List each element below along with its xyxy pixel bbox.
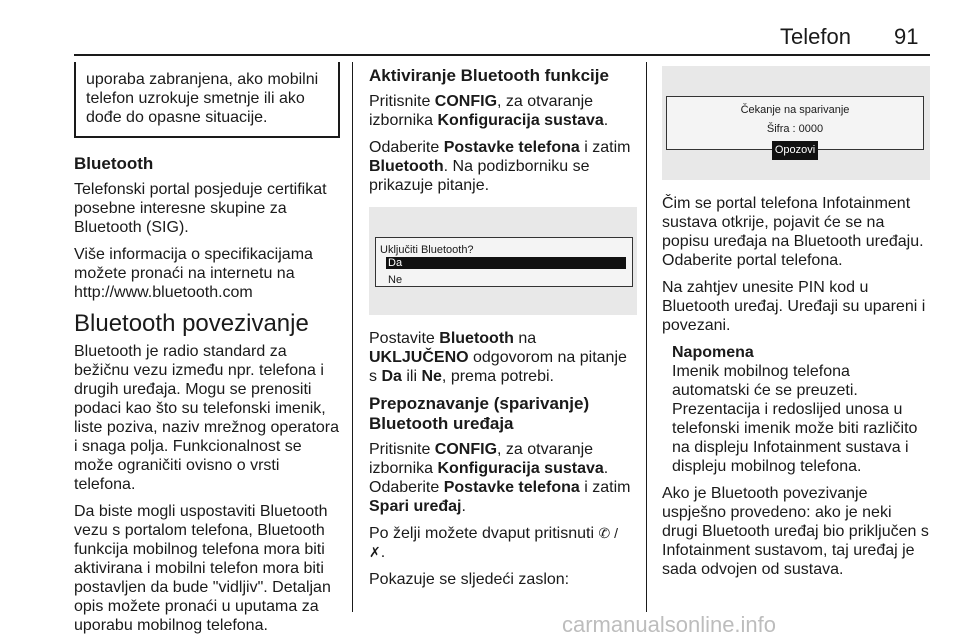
middle-column <box>369 66 637 597</box>
display-option-yes: Da <box>386 257 626 269</box>
note-title: Napomena <box>672 344 754 361</box>
column-divider <box>646 62 647 612</box>
note-text: Imenik mobilnog telefona automatski će se preuzeti. Prezentacija i redoslijed unosa u telefonski imenik može biti različito na displeju Infotainment sustava i displeju mobilnog telefona. <box>672 363 918 475</box>
paragraph: Više informacija o specifikacijama možete pronaći na internetu na http://www.bluetooth.com <box>74 246 313 301</box>
display-panel <box>666 96 924 156</box>
paragraph: Čim se portal telefona Infotainment sustava otkrije, pojavit će se na popisu uređaja na Bluetooth uređaju. Odaberite portal telefona. <box>662 195 924 269</box>
section-heading-bluetooth-povezivanje: Bluetooth povezivanje <box>74 310 309 337</box>
column-divider <box>352 62 353 612</box>
paragraph: Pokazuje se sljedeći zaslon: <box>369 571 570 588</box>
display-screenshot-pairing <box>662 66 930 180</box>
display-screenshot-bluetooth <box>369 207 637 315</box>
paragraph: Pritisnite CONFIG, za otvaranje izbornika Konfiguracija sustava. <box>369 93 609 129</box>
paragraph: Postavite Bluetooth na UKLJUČENO odgovorom na pitanje s Da ili Ne, prema potrebi. <box>369 330 627 385</box>
paragraph: Na zahtjev unesite PIN kod u Bluetooth uređaj. Uređaji su upareni i povezani. <box>662 279 926 334</box>
left-column <box>74 62 340 643</box>
page-header <box>74 18 930 56</box>
watermark: carmanualsonline.info <box>562 612 777 637</box>
display-option-no: Ne <box>388 274 403 286</box>
note-box <box>662 343 930 476</box>
paragraph: Pritisnite CONFIG, za otvaranje izbornika Konfiguracija sustava. Odaberite Postavke telefona i zatim Spari uređaj. <box>369 441 631 515</box>
warning-text: uporaba zabranjena, ako mobilni telefon uzrokuje smetnje ili ako dođe do opasne situacije. <box>86 71 319 126</box>
paragraph: Ako je Bluetooth povezivanje uspješno provedeno: ako je neki drugi Bluetooth uređaj bio priključen s Infotainment sustavom, taj uređaj je sada odvojen od sustava. <box>662 485 929 578</box>
paragraph: Odaberite Postavke telefona i zatim Bluetooth. Na podizborniku se prikazuje pitanje. <box>369 139 631 194</box>
section-heading-sparivanje: Prepoznavanje (sparivanje) Bluetooth uređaja <box>369 394 590 433</box>
warning-box <box>74 62 340 138</box>
right-column <box>662 66 930 587</box>
display-question: Uključiti Bluetooth? <box>380 244 474 256</box>
paragraph: Telefonski portal posjeduje certifikat posebne interesne skupine za Bluetooth (SIG). <box>74 181 327 236</box>
paragraph: Bluetooth je radio standard za bežičnu vezu između npr. telefona i drugih uređaja. Mogu se prenositi podaci kao što su telefonski imenik, liste poziva, naziv mrežnog operatora i snaga polja. Funkcionalnost se može ograničiti ovisno o vrsti telefona. <box>74 343 340 493</box>
display-panel <box>375 237 633 287</box>
page-number: 91 <box>894 24 919 49</box>
section-heading-bluetooth: Bluetooth <box>74 154 154 173</box>
phone-icon: ✆ / ✗ <box>369 525 618 560</box>
paragraph: Po želji možete dvaput pritisnuti ✆ / ✗. <box>369 525 618 561</box>
page-title: Telefon <box>780 24 851 49</box>
display-line: Čekanje na sparivanje <box>740 104 850 116</box>
display-cancel-button: Opozovi <box>772 141 818 160</box>
section-heading-aktiviranje: Aktiviranje Bluetooth funkcije <box>369 66 609 85</box>
display-line: Šifra : 0000 <box>766 123 824 135</box>
paragraph: Da biste mogli uspostaviti Bluetooth vezu s portalom telefona, Bluetooth funkcija mobilnog telefona mora biti aktivirana i mobilni telefon mora biti postavljen da bude "vidljiv". Detaljan opis možete pronaći u uputama za uporabu mobilnog telefona. <box>74 503 331 634</box>
